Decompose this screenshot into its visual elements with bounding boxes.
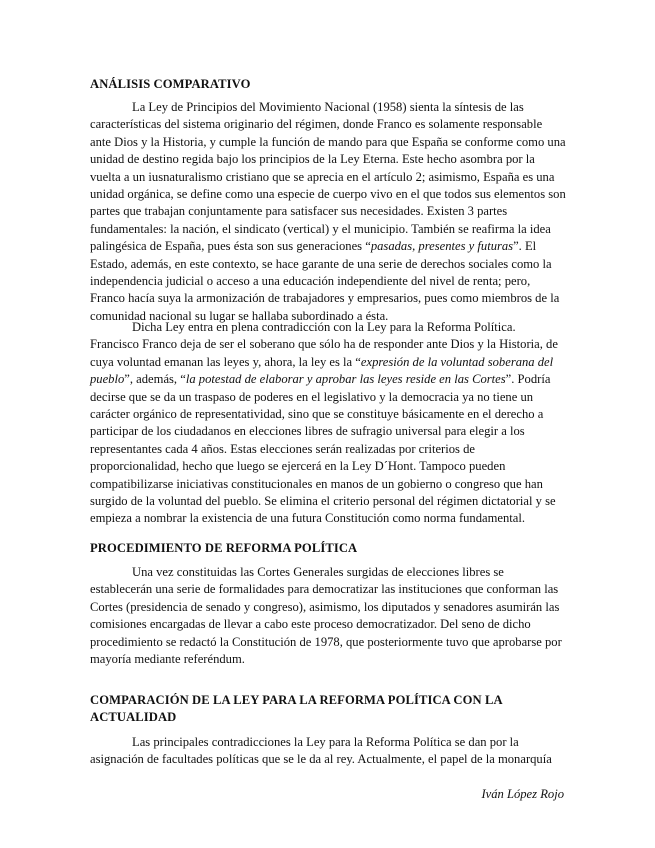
paragraph-text: ”, además, “ [124,372,186,387]
paragraph-procedimiento [90,564,566,668]
section-heading-comparacion: COMPARACIÓN DE LA LEY PARA LA REFORMA POLÍTICA CON LA ACTUALIDAD [90,693,502,725]
paragraph-text: Dicha Ley entra en plena contradicción con la Ley para la Reforma Política. Francisco Franco deja de ser el soberano que sólo ha de responder ante Dios y la Historia, de cuya voluntad emanan las leyes y, ahora, la ley es la “ [90,320,558,369]
quote-text: expresión de la voluntad soberana del pueblo [90,354,554,387]
section-heading-procedimiento: PROCEDIMIENTO DE REFORMA POLÍTICA [90,541,358,555]
paragraph-contradiccion [90,319,566,528]
paragraph-text: ”. El Estado, además, en este contexto, se hace garante de una serie de derechos sociales como la independencia judicial o acceso a una educación independiente del nivel de renta; pero, Franco hacía suya la armonización de trabajadores y empresarios, pues como miembros de la comunidad nacional su lugar se hallaba subordinado a ésta. [90,239,560,323]
quote-text: la potestad de elaborar y aprobar las leyes reside en las Cortes [185,372,506,387]
quote-text: pasadas, presentes y futuras [370,239,514,254]
paragraph-text: ”. Podría decirse que se da un traspaso de poderes en el legislativo y la democracia ya no tiene un carácter orgánico de representatividad, sino que se constituye básicamente en el derecho a participar de los ciudadanos en elecciones libres de sufragio universal para elegir a los representantes cada 4 años. Estas elecciones serán realizadas por criterios de proporcionalidad, hecho que luego se ejercerá en la Ley D´Hont. Tampoco pueden compatibilizarse iniciativas constitucionales en manos de un gobierno o congreso que han surgido de la voluntad del pueblo. Se elimina el criterio personal del régimen dictatorial y se empieza a nombrar la existencia de una futura Constitución como norma fundamental. [90,372,556,526]
section-heading-analisis: ANÁLISIS COMPARATIVO [90,77,251,91]
paragraph-text: Una vez constituidas las Cortes Generales surgidas de elecciones libres se establecerán una serie de formalidades para democratizar las instituciones que conforman las Cortes (presidencia de senado y congreso), asimismo, los diputados y senadores asumirán las comisiones encargadas de llevar a cabo este proceso democratizador. Del seno de dicho procedimiento se redactó la Constitución de 1978, que posteriormente tuvo que aprobarse por mayoría mediante referéndum. [90,565,562,667]
paragraph-text: La Ley de Principios del Movimiento Nacional (1958) sienta la síntesis de las características del sistema originario del régimen, donde Franco es solamente responsable ante Dios y la Historia, y cumple la función de mando para que España se conforme como una unidad de destino regida bajo los principios de la Ley Eterna. Este hecho asombra por la vuelta a un iusnaturalismo cristiano que se aprecia en el artículo 2; asimismo, España es una unidad orgánica, se define como una especie de cuerpo vivo en el que todos sus elementos son partes que trabajan conjuntamente para satisfacer sus necesidades. Existen 3 partes fundamentales: la nación, el sindicato (vertical) y el municipio. También se reafirma la idea palingésica de España, pues ésta son sus generaciones “ [90,100,566,254]
paragraph-principios [90,99,566,325]
footer-author: Iván López Rojo [481,787,564,801]
paragraph-comparacion [90,734,566,769]
paragraph-text: Las principales contradicciones la Ley para la Reforma Política se dan por la asignación de facultades políticas que se le da al rey. Actualmente, el papel de la monarquía [90,735,552,767]
